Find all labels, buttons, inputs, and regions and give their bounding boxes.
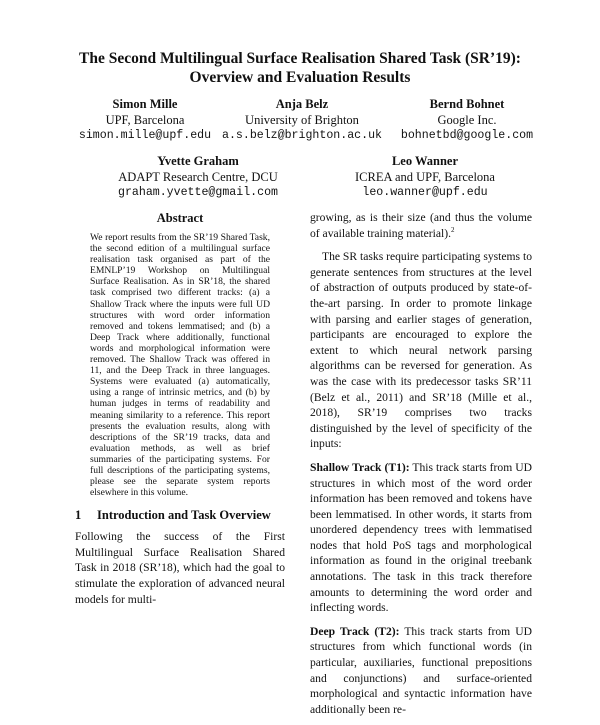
- author-email: simon.mille@upf.edu: [78, 129, 212, 142]
- paragraph-tasks: The SR tasks require participating systems to generate sentences from structures at the level of abstraction of outputs produced by state-of-the-art parsing. In order to promote linkage with parsing and earlier stages of generation, participants are encouraged to explore the extent to which neural network parsing algorithms can be reversed for generation. As was the case with its predecessor tasks SR’11 (Belz et al., 2011) and SR’18 (Mille et al., 2018), SR’19 comprises two tracks distinguished by the level of specificity of the inputs:: [310, 250, 532, 451]
- author-affiliation: UPF, Barcelona: [105, 113, 185, 127]
- paragraph-deep-track: [310, 624, 532, 718]
- author-name: Anja Belz: [275, 97, 329, 111]
- author-email: leo.wanner@upf.edu: [362, 186, 488, 199]
- author-block: [108, 153, 288, 201]
- deep-track-text: This track starts from UD structures from which functional words (in particular, auxiliaries, functional prepositions and conjunctions) and surface-oriented morphological and syntactic information have additionally been re-: [310, 624, 532, 716]
- author-affiliation: ADAPT Research Centre, DCU: [118, 170, 278, 184]
- author-name: Simon Mille: [112, 97, 178, 111]
- author-affiliation: University of Brighton: [245, 113, 359, 127]
- section-title: Introduction and Task Overview: [97, 508, 271, 523]
- deep-track-label: Deep Track (T2):: [310, 624, 400, 638]
- author-name: Bernd Bohnet: [429, 97, 505, 111]
- footnote-marker: 2: [451, 225, 455, 234]
- author-email: a.s.belz@brighton.ac.uk: [221, 129, 383, 142]
- abstract-heading: Abstract: [156, 211, 204, 225]
- paragraph-shallow-track: [310, 460, 532, 616]
- author-name: Yvette Graham: [157, 154, 239, 168]
- shallow-track-label: Shallow Track (T1):: [310, 460, 410, 474]
- abstract-text: We report results from the SR’19 Shared Task, the second edition of a multilingual surface realisation task organised as part of the EMNLP’19 Workshop on Multilingual Surface Realisation. As in SR’18, the shared task comprised two different tracks: (a) a Shallow Track where the inputs were full UD structures with word order information removed and tokens lemmatised; and (b) a Deep Track where additionally, functional words and morphological information were removed. The Shallow Track was offered in 11, and the Deep Track in three languages. Systems were evaluated (a) automatically, using a range of intrinsic metrics, and (b) by human judges in terms of readability and meaning similarity to a reference. This report presents the evaluation results, along with descriptions of the SR’19 tracks, data and evaluation methods, as well as brief summaries of the participating systems. For full descriptions of the participating systems, please see the separate system reports elsewhere in this volume.: [90, 232, 270, 499]
- author-email: graham.yvette@gmail.com: [117, 186, 279, 199]
- intro-paragraph: Following the success of the First Multilingual Surface Realisation Shared Task in 2018 (SR’18), which had the goal to stimulate the exploration of advanced neural models for multi-: [75, 530, 285, 606]
- author-name: Leo Wanner: [391, 154, 459, 168]
- author-block: [392, 96, 542, 144]
- title-line-1: The Second Multilingual Surface Realisation Shared Task (SR’19):: [79, 50, 521, 67]
- section-number: 1: [75, 508, 82, 523]
- author-block: [212, 96, 392, 144]
- author-affiliation: Google Inc.: [437, 113, 497, 127]
- author-email: bohnetbd@google.com: [400, 129, 534, 142]
- paper-title: [60, 49, 540, 87]
- title-line-2: Overview and Evaluation Results: [189, 69, 411, 86]
- right-column: [310, 210, 532, 725]
- author-affiliation: ICREA and UPF, Barcelona: [355, 170, 495, 184]
- shallow-track-text: This track starts from UD structures in which most of the word order information has been removed and tokens have been lemmatised. In other words, it starts from unordered dependency trees with lemmatised nodes that hold PoS tags and morphological information as found in the original treebank annotations. The task in this track therefore amounts to determining the word order and inflecting words.: [310, 460, 532, 615]
- paragraph-text: growing, as is their size (and thus the volume of available training material).: [310, 211, 532, 240]
- section-heading: [75, 507, 285, 523]
- author-block: [340, 153, 510, 201]
- left-column: [75, 210, 285, 607]
- paragraph-continued: [310, 210, 532, 241]
- author-block: [65, 96, 225, 144]
